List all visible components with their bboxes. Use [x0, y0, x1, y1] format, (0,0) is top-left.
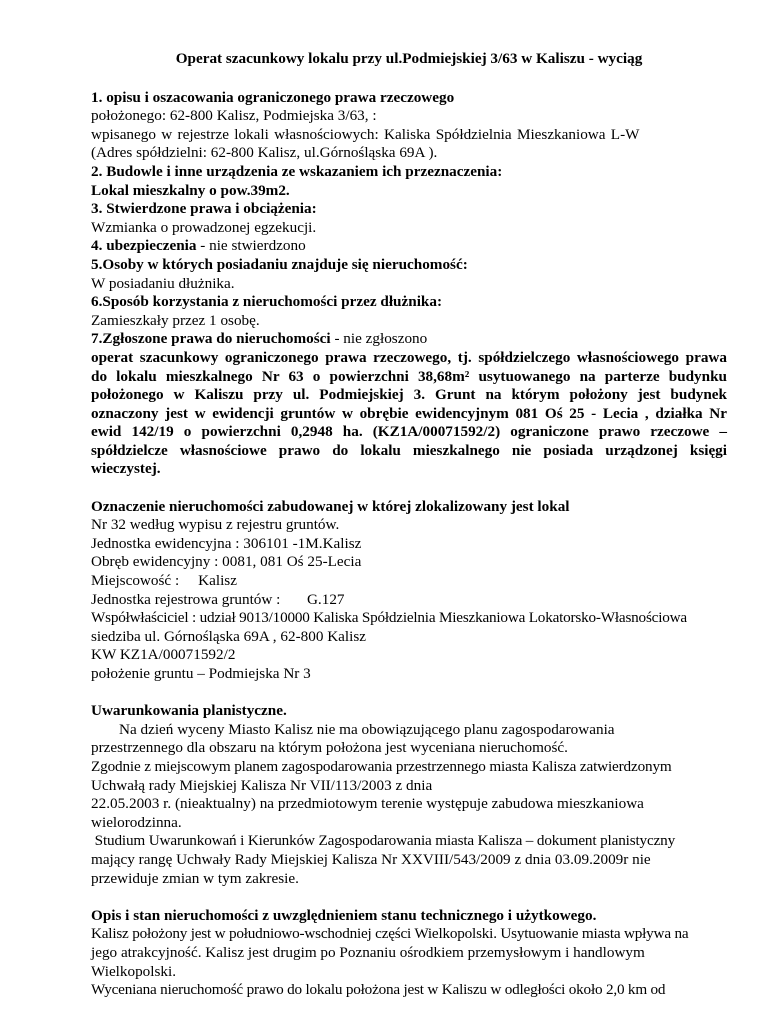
section7-value: - nie zgłoszono: [330, 330, 428, 348]
opis-heading: Opis i stan nieruchomości z uwzględnieniem stanu technicznego i użytkowego.: [91, 906, 597, 924]
section2-heading: 2. Budowle i inne urządzenia ze wskazaniem ich przeznaczenia:: [91, 162, 503, 180]
section7-paragraph-line: położonego w Kaliszu przy ul. Podmiejskiej 3. Grunt na którym położony jest budynek: [91, 386, 727, 404]
section7-paragraph-line: do lokalu mieszkalnego Nr 63 o powierzchni 38,68m² usytuowanego na parterze budynku: [91, 367, 727, 385]
uwarunkowania-line: wielorodzinna.: [91, 813, 182, 831]
section1-register: wpisanego w rejestrze lokali własnościowych: Kaliska Spółdzielnia Mieszkaniowa L-W: [91, 125, 640, 143]
oznaczenie-line: Miejscowość : Kalisz: [91, 572, 237, 590]
section1-heading: 1. opisu i oszacowania ograniczonego prawa rzeczowego: [91, 88, 455, 106]
oznaczenie-line: Współwłaściciel : udział 9013/10000 Kaliska Spółdzielnia Mieszkaniowa Lokatorsko-Własnościowa: [91, 609, 687, 627]
document-title: Operat szacunkowy lokalu przy ul.Podmiejskiej 3/63 w Kaliszu - wyciąg: [175, 50, 643, 67]
opis-line: Wielkopolski.: [91, 962, 177, 980]
section4: [91, 237, 727, 256]
oznaczenie-line: Obręb ewidencyjny : 0081, 081 Oś 25-Lecia: [91, 553, 362, 571]
opis-line: Wyceniana nieruchomość prawo do lokalu położona jest w Kaliszu w odległości około 2,0 km od: [91, 981, 666, 999]
opis-line: jego atrakcyjność. Kalisz jest drugim po Poznaniu ośrodkiem przemysłowym i handlowym: [91, 943, 645, 961]
uwarunkowania-heading: Uwarunkowania planistyczne.: [91, 702, 287, 720]
section7-paragraph-line: wieczystej.: [91, 460, 161, 478]
uwarunkowania-line: 22.05.2003 r. (nieaktualny) na przedmiotowym terenie występuje zabudowa mieszkaniowa: [91, 795, 644, 813]
section4-value: - nie stwierdzono: [196, 237, 306, 255]
section7-heading: 7.Zgłoszone prawa do nieruchomości: [91, 330, 331, 348]
section4-heading: 4. ubezpieczenia: [91, 237, 197, 255]
uwarunkowania-line: przestrzennego dla obszaru na którym położona jest wyceniana nieruchomość.: [91, 739, 568, 757]
section2-value: Lokal mieszkalny o pow.39m2.: [91, 181, 290, 199]
document-page: [91, 50, 727, 1000]
section3-heading: 3. Stwierdzone prawa i obciążenia:: [91, 200, 317, 218]
uwarunkowania-line: Studium Uwarunkowań i Kierunków Zagospodarowania miasta Kalisza – dokument planistyczny: [91, 832, 676, 850]
section1-address: położonego: 62-800 Kalisz, Podmiejska 3/63, :: [91, 107, 377, 125]
section7-paragraph-line: operat szacunkowy ograniczonego prawa rzeczowego, tj. spółdzielczego własnościowego prawa: [91, 348, 727, 366]
section7: [91, 330, 727, 349]
uwarunkowania-line: Na dzień wyceny Miasto Kalisz nie ma obowiązującego planu zagospodarowania: [119, 720, 615, 738]
section6-value: Zamieszkały przez 1 osobę.: [91, 311, 260, 329]
oznaczenie-line: KW KZ1A/00071592/2: [91, 646, 236, 664]
uwarunkowania-line: przewiduje zmian w tym zakresie.: [91, 869, 299, 887]
opis-line: Kalisz położony jest w południowo-wschodniej części Wielkopolski. Usytuowanie miasta wpływa na: [91, 925, 689, 943]
section6-heading: 6.Sposób korzystania z nieruchomości przez dłużnika:: [91, 293, 443, 311]
section1-coop-address: (Adres spółdzielni: 62-800 Kalisz, ul.Górnośląska 69A ).: [91, 144, 438, 162]
oznaczenie-line: siedziba ul. Górnośląska 69A , 62-800 Kalisz: [91, 627, 367, 645]
section5-heading: 5.Osoby w których posiadaniu znajduje się nieruchomość:: [91, 255, 468, 273]
section7-paragraph-line: ewid 142/19 o powierzchni 0,2948 ha. (KZ1A/00071592/2) ograniczone prawo rzeczowe –: [91, 423, 727, 441]
section7-paragraph-line: spółdzielcze własnościowe prawo do lokalu mieszkalnego nie posiada urządzonej księgi: [91, 441, 727, 459]
oznaczenie-line: położenie gruntu – Podmiejska Nr 3: [91, 665, 311, 682]
oznaczenie-line: Nr 32 według wypisu z rejestru gruntów.: [91, 516, 340, 534]
oznaczenie-line: Jednostka ewidencyjna : 306101 -1M.Kalisz: [91, 534, 362, 552]
section7-paragraph-line: oznaczony jest w ewidencji gruntów w obrębie ewidencyjnym 081 Oś 25 - Lecia , działka Nr: [91, 404, 727, 422]
uwarunkowania-line: Uchwałą rady Miejskiej Kalisza Nr VII/113/2003 z dnia: [91, 776, 433, 794]
oznaczenie-heading: Oznaczenie nieruchomości zabudowanej w której zlokalizowany jest lokal: [91, 497, 570, 515]
section3-value: Wzmianka o prowadzonej egzekucji.: [91, 218, 317, 236]
uwarunkowania-line: Zgodnie z miejscowym planem zagospodarowania przestrzennego miasta Kalisza zatwierdzonym: [91, 757, 672, 775]
uwarunkowania-line: mający rangę Uchwały Rady Miejskiej Kalisza Nr XXVIII/543/2009 z dnia 03.09.2009r nie: [91, 850, 651, 868]
section5-value: W posiadaniu dłużnika.: [91, 274, 235, 292]
oznaczenie-line: Jednostka rejestrowa gruntów : G.127: [91, 590, 345, 608]
